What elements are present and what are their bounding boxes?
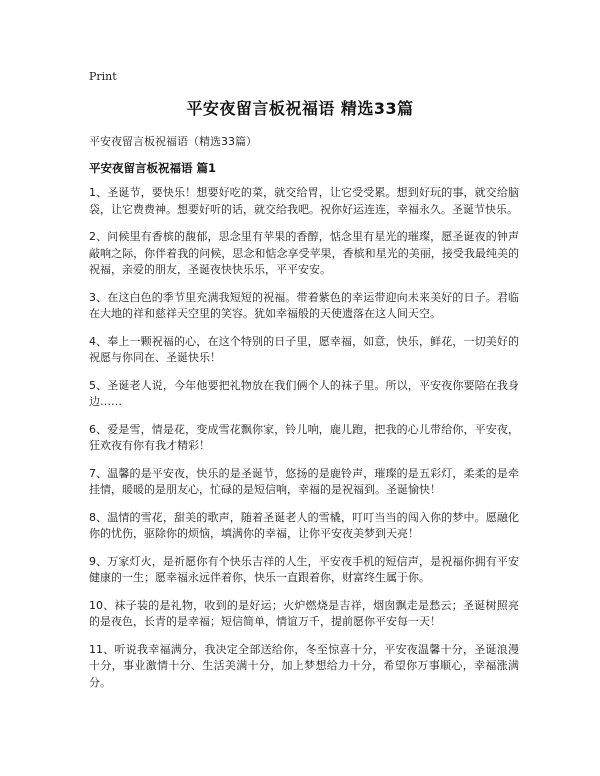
- paragraph-5: 5、圣诞老人说，今年他要把礼物放在我们俩个人的袜子里。所以，平安夜你要陪在我身边……: [89, 378, 519, 408]
- paragraph-11: 11、听说我幸福满分，我决定全部送给你，冬至惊喜十分，平安夜温馨十分，圣诞浪漫十分，事业激情十分、生活美满十分，加上梦想给力十分，希望你万事顺心，幸福涨满分。: [89, 642, 519, 689]
- document-subtitle: 平安夜留言板祝福语（精选33篇）: [89, 135, 257, 148]
- paragraph-list: [89, 185, 519, 702]
- paragraph-6: 6、爱是雪，情是花，变成雪花飘你家，铃儿响，鹿儿跑，把我的心儿带给你，平安夜，狂欢夜有你有我才精彩！: [89, 422, 519, 452]
- paragraph-2: 2、问候里有香槟的馥郁，思念里有苹果的香醇，惦念里有星光的璀璨，愿圣诞夜的钟声敲响之际，你伴着我的问候，思念和惦念享受苹果，香槟和星光的美丽，接受我最纯美的祝福，亲爱的朋友，圣诞夜快快乐乐，平平安安。: [89, 230, 519, 276]
- paragraph-10: 10、袜子装的是礼物，收到的是好运；火炉燃烧是吉祥，烟囱飘走是愁云；圣诞树照亮的是夜色，长青的是幸福；短信简单，情谊万千，提前愿你平安每一天！: [89, 598, 519, 628]
- paragraph-8: 8、温情的雪花，甜美的歌声，随着圣诞老人的雪橇，叮叮当当的闯入你的梦中。愿融化你的忧伤，驱除你的烦恼，填满你的幸福，让你平安夜美梦到天亮！: [89, 510, 519, 540]
- print-label[interactable]: Print: [89, 70, 117, 83]
- section-heading: 平安夜留言板祝福语 篇1: [89, 161, 217, 175]
- paragraph-4: 4、奉上一颗祝福的心，在这个特别的日子里，愿幸福，如意，快乐，鲜花，一切美好的祝愿与你同在、圣诞快乐！: [89, 334, 519, 364]
- paragraph-9: 9、万家灯火，是祈愿你有个快乐吉祥的人生，平安夜手机的短信声，是祝福你拥有平安健康的一生；愿幸福永远伴着你，快乐一直跟着你，财富终生属于你。: [89, 554, 519, 584]
- document-title: 平安夜留言板祝福语 精选33篇: [186, 99, 414, 118]
- paragraph-1: 1、圣诞节，要快乐！想要好吃的菜，就交给胃，让它受受累。想到好玩的事，就交给脑袋，让它费费神。想要好听的话，就交给我吧。祝你好运连连，幸福永久。圣诞节快乐。: [89, 186, 519, 216]
- paragraph-7: 7、温馨的是平安夜，快乐的是圣诞节，悠扬的是鹿铃声，璀璨的是五彩灯，柔柔的是牵挂情，暖暖的是朋友心，忙碌的是短信响，幸福的是祝福到。圣诞愉快！: [89, 466, 519, 496]
- paragraph-3: 3、在这白色的季节里充满我短短的祝福。带着紫色的幸运带迎向未来美好的日子。君临在大地的祥和慈祥天空里的笑容。犹如幸福般的天使遗落在这人间天空。: [89, 290, 519, 320]
